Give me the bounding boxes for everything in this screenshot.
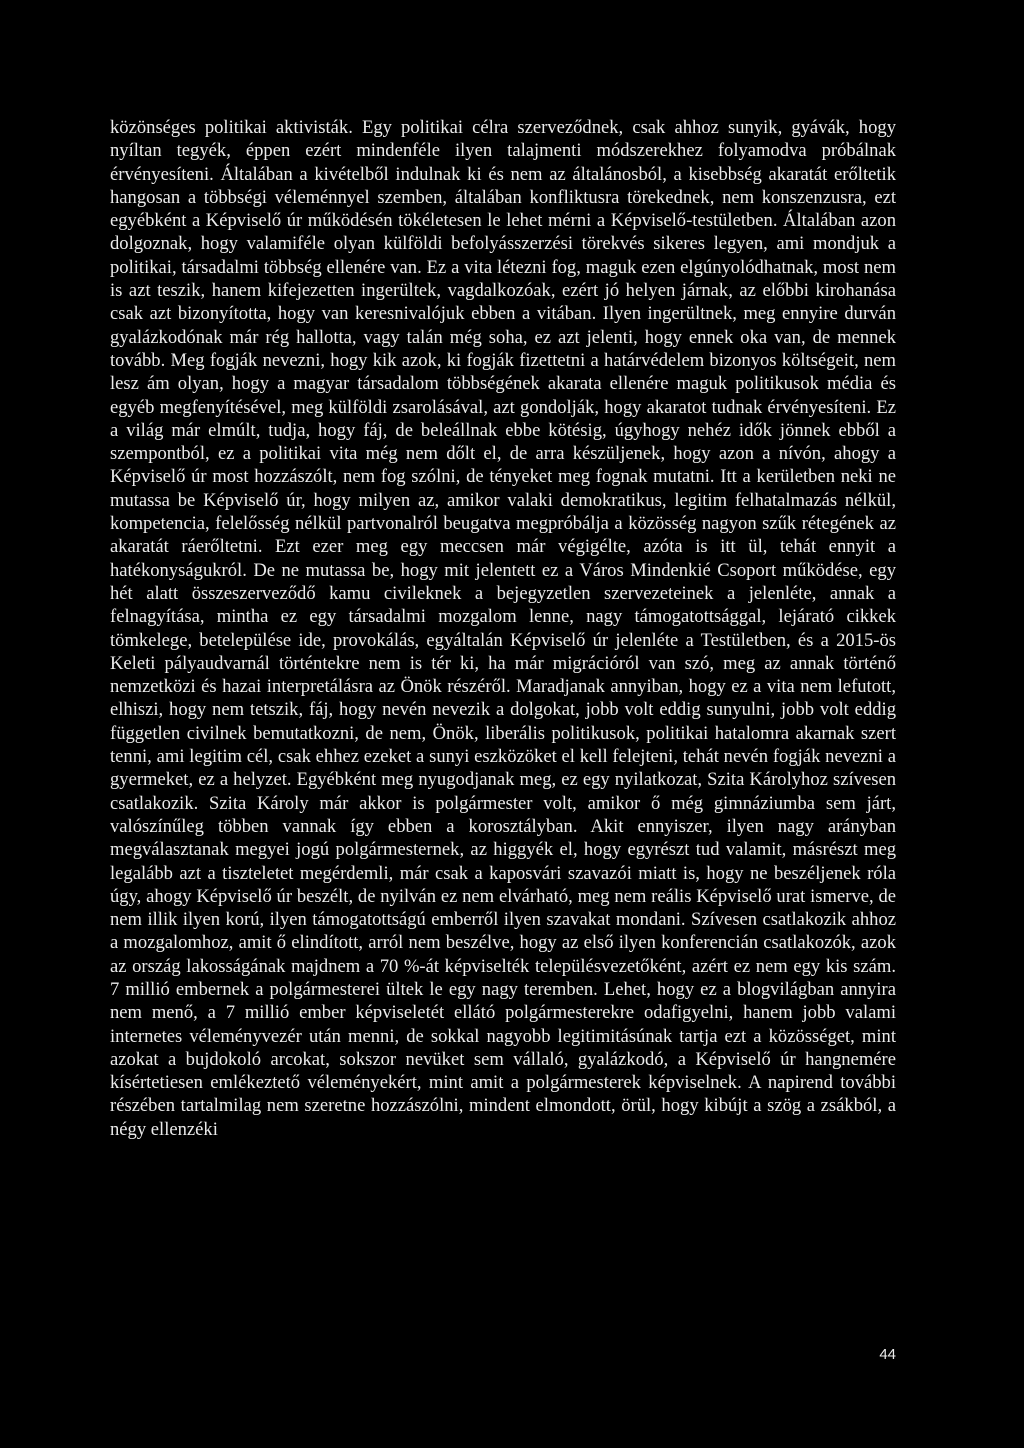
- body-paragraph: közönséges politikai aktivisták. Egy politikai célra szerveződnek, csak ahhoz sunyik, gyávák, hogy nyíltan tegyék, éppen ezért mindenféle ilyen talajmenti módszerekhez folyamodva próbálnak érvényesíteni. Általában a kivételből indulnak ki és nem az általánosból, a kisebbség akaratát erőltetik hangosan a többségi véleménnyel szemben, általában konfliktusra törekednek, nem konszenzusra, ezt egyébként a Képviselő úr működésén tökéletesen le lehet mérni a Képviselő-testületben. Általában azon dolgoznak, hogy valamiféle olyan külföldi befolyásszerzési törekvés sikeres legyen, ami mondjuk a politikai, társadalmi többség ellenére van. Ez a vita létezni fog, maguk ezen elgúnyolódhatnak, most nem is azt teszik, hanem kifejezetten ingerültek, vagdalkozóak, ezért jó helyen járnak, az előbbi kirohanása csak azt bizonyította, hogy van keresnivalójuk ebben a vitában. Ilyen ingerültnek, meg ennyire durván gyalázkodónak már rég hallotta, vagy talán még soha, ez azt jelenti, hogy ennek oka van, de mennek tovább. Meg fogják nevezni, hogy kik azok, ki fogják fizettetni a határvédelem bizonyos költségeit, nem lesz ám olyan, hogy a magyar társadalom többségének akarata ellenére maguk politikusok média és egyéb megfenyítésével, meg külföldi zsarolásával, azt gondolják, hogy akaratot tudnak érvényesíteni. Ez a világ már elmúlt, tudja, hogy fáj, de beleállnak ebbe kötésig, úgyhogy nehéz idők jönnek ebből a szempontból, ez a politikai vita még nem dőlt el, de arra készüljenek, hogy azon a nívón, ahogy a Képviselő úr most hozzászólt, nem fog szólni, de tényeket meg fognak mutatni. Itt a kerületben neki ne mutassa be Képviselő úr, hogy milyen az, amikor valaki demokratikus, legitim felhatalmazás nélkül, kompetencia, felelősség nélkül partvonalról beugatva megpróbálja a közösség nagyon szűk rétegének az akaratát ráerőltetni. Ezt ezer meg egy meccsen már végigélte, azóta is itt ül, tehát ennyit a hatékonyságukról. De ne mutassa be, hogy mit jelentett ez a Város Mindenkié Csoport működése, egy hét alatt összeszerveződő kamu civileknek a bejegyzetlen szervezeteinek a jelenléte, annak a felnagyítása, mintha ez egy társadalmi mozgalom lenne, nagy támogatottsággal, lejárató cikkek tömkelege, betelepülése ide, provokálás, egyáltalán Képviselő úr jelenléte a Testületben, és a 2015-ös Keleti pályaudvarnál történtekre nem is tér ki, ha már migrációról van szó, meg az annak történő nemzetközi és hazai interpretálásra az Önök részéről. Maradjanak annyiban, hogy ez a vita nem lefutott, elhiszi, hogy nem tetszik, fáj, hogy nevén nevezik a dolgokat, jobb volt eddig sunyulni, jobb volt eddig független civilnek bemutatkozni, de nem, Önök, liberális politikusok, politikai hatalomra akarnak szert tenni, ami legitim cél, csak ehhez ezeket a sunyi eszközöket el kell felejteni, tehát nevén fogják nevezni a gyermeket, ez a helyzet. Egyébként meg nyugodjanak meg, ez egy nyilatkozat, Szita Károlyhoz szívesen csatlakozik. Szita Károly már akkor is polgármester volt, amikor ő még gimnáziumba sem járt, valószínűleg többen vannak így ebben a korosztályban. Akit ennyiszer, ilyen nagy arányban megválasztanak megyei jogú polgármesternek, az higgyék el, hogy egyrészt tud valamit, másrészt meg legalább azt a tiszteletet megérdemli, már csak a kaposvári szavazói miatt is, hogy ne beszéljenek róla úgy, ahogy Képviselő úr beszélt, de nyilván ez nem elvárható, meg nem reális Képviselő urat ismerve, de nem illik ilyen korú, ilyen támogatottságú emberről ilyen szavakat mondani. Szívesen csatlakozik ahhoz a mozgalomhoz, amit ő elindított, arról nem beszélve, hogy az első ilyen konferencián csatlakozók, azok az ország lakosságának majdnem a 70 %-át képviselték településvezetőként, azért ez nem egy kis szám. 7 millió embernek a polgármesterei ültek le egy nagy teremben. Lehet, hogy ez a blogvilágban annyira nem menő, a 7 millió ember képviseletét ellátó polgármesterekre odafigyelni, hanem jobb valami internetes véleményvezér után menni, de sokkal nagyobb legitimitásúnak tartja ezt a közösséget, mint azokat a bujdokoló arcokat, sokszor nevüket sem vállaló, gyalázkodó, a Képviselő úr hangnemére kísértetiesen emlékeztető véleményekért, mint amit a polgármesterek képviselnek. A napirend további részében tartalmilag nem szeretne hozzászólni, mindent elmondott, örül, hogy kibújt a szög a zsákból, a négy ellenzéki: [110, 117, 896, 1140]
- page-number: 44: [879, 1346, 896, 1363]
